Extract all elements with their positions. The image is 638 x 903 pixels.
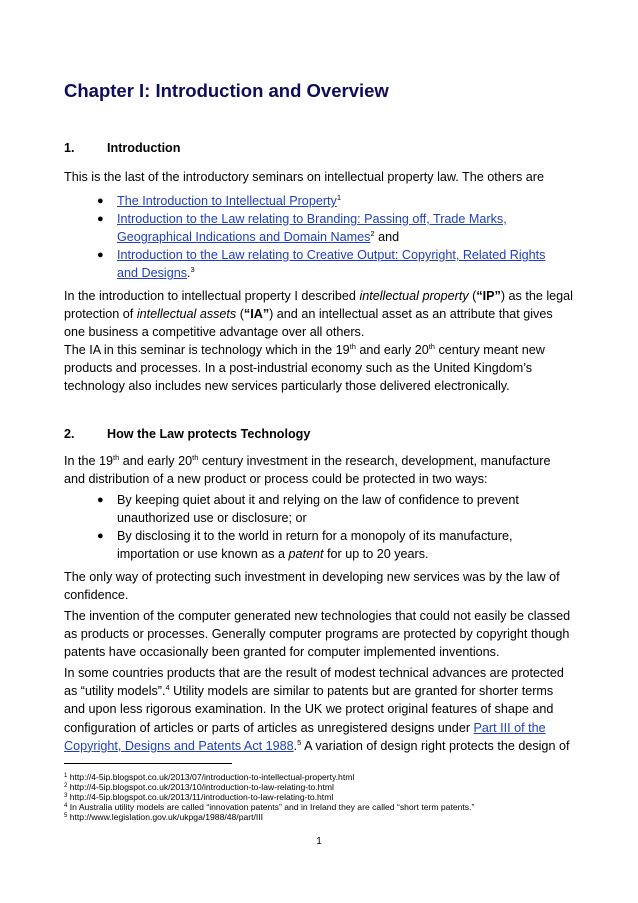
list-item — [97, 246, 567, 282]
paragraph — [64, 287, 574, 342]
text: The IA in this seminar is technology which in the 19 — [64, 343, 350, 357]
section-number: 1. — [64, 141, 75, 155]
link-cdpa-part-iii[interactable]: Part III of the Copyright, Designs and Patents Act 1988 — [64, 720, 546, 753]
footnote-ref: 4 — [165, 683, 170, 693]
list-item-text: By disclosing it to the world in return for a monopoly of its manufacture, importation or use known as a — [117, 529, 513, 562]
bullet-icon: ● — [97, 249, 104, 261]
text: In the introduction to intellectual property I described — [64, 289, 360, 303]
footnote — [64, 772, 584, 782]
emphasis: patent — [288, 547, 324, 562]
bullet-icon: ● — [97, 195, 104, 207]
footnote — [64, 812, 584, 822]
section-title: How the Law protects Technology — [107, 427, 311, 441]
section-title: Introduction — [107, 141, 181, 155]
list-item-text: . — [187, 266, 191, 281]
text: century investment in the research, development, manufacture and distribution of a new product or process could be protected in two ways: — [64, 454, 551, 487]
footnote — [64, 802, 584, 812]
footnote-ref: 2 — [370, 229, 375, 239]
list-item — [97, 192, 567, 210]
footnote-number: 1 — [64, 773, 68, 779]
footnote-text: In Australia utility models are called “innovation patents” and in Ireland they are called “short term patents.” — [69, 802, 475, 812]
list-item-text: By keeping quiet about it and relying on the law of confidence to prevent unauthorized use or disclosure; or — [117, 493, 519, 526]
bullet-icon: ● — [97, 494, 104, 506]
footnote-text: http://4-5ip.blogspot.co.uk/2013/10/introduction-to-law-relating-to.html — [69, 782, 334, 792]
bold-term: “IA” — [243, 307, 270, 322]
section-number: 2. — [64, 427, 75, 441]
footnote-text: http://4-5ip.blogspot.co.uk/2013/07/introduction-to-intellectual-property.html — [69, 772, 355, 782]
text: ) and an intellectual asset as an attribute that gives one business a competitive advantage over all others. — [64, 307, 553, 340]
text: . — [293, 738, 298, 753]
bullet-icon: ● — [97, 213, 104, 225]
text: and early 20 — [119, 454, 193, 468]
link-intro-ip[interactable]: The Introduction to Intellectual Property — [117, 194, 337, 208]
text: and early 20 — [355, 343, 429, 357]
superscript: th — [113, 453, 120, 462]
list-item-text: for up to 20 years. — [323, 547, 429, 562]
text: In the 19 — [64, 454, 114, 468]
bold-term: “IP” — [476, 289, 501, 303]
footnote-text: http://www.legislation.gov.uk/ukpga/1988/48/part/III — [69, 812, 264, 822]
footnote-ref: 1 — [336, 193, 341, 202]
footnote-number: 5 — [64, 813, 68, 819]
link-creative-output[interactable]: Introduction to the Law relating to Creative Output: Copyright, Related Rights and Designs — [117, 248, 546, 281]
paragraph: This is the last of the introductory seminars on intellectual property law. The others are — [64, 170, 544, 184]
text: A variation of design right protects the design of — [301, 738, 570, 753]
footnote-ref: 3 — [190, 265, 195, 275]
chapter-title: Chapter I: Introduction and Overview — [64, 80, 389, 101]
text: ) as the legal protection of — [64, 289, 573, 322]
footnote-divider — [64, 763, 232, 764]
paragraph: The only way of protecting such investment in developing new services was by the law of confidence. — [64, 570, 560, 603]
link-branding[interactable]: Introduction to the Law relating to Branding: Passing off, Trade Marks, Geographical Indications and Domain Names — [117, 212, 507, 245]
list-item — [97, 527, 567, 563]
text: century meant new products and processes. In a post-industrial economy such as the United Kingdom’s technology also includes new services particularly those delivered electronically. — [64, 343, 545, 394]
section-1-heading — [64, 141, 180, 155]
footnote-ref: 5 — [297, 737, 302, 747]
footnote — [64, 782, 584, 792]
section-2-heading — [64, 427, 310, 441]
emphasis: intellectual assets — [136, 307, 237, 322]
paragraph — [64, 341, 574, 396]
paragraph: The invention of the computer generated new technologies that could not easily be classed as products or processes. Generally computer programs are protected by copyright though patents have occasionally been granted for computer implemented inventions. — [64, 609, 571, 660]
page-number: 1 — [316, 836, 322, 847]
text: Utility models are similar to patents but are granted for shorter terms and upon less rigorous examination. In the UK we protect original features of shape and configuration of articles or parts of articles as unregistered designs under — [64, 684, 554, 735]
superscript: th — [428, 342, 435, 351]
emphasis: intellectual property — [359, 289, 469, 303]
text: ( — [236, 307, 244, 322]
footnote-number: 3 — [64, 793, 68, 799]
superscript: th — [192, 453, 199, 462]
paragraph — [64, 664, 574, 755]
footnote-text: http://4-5ip.blogspot.co.uk/2013/11/introduction-to-law-relating-to.html — [69, 792, 334, 802]
footnote-number: 2 — [64, 783, 68, 789]
list-item — [97, 491, 567, 527]
footnote-number: 4 — [64, 803, 68, 809]
text: ( — [468, 289, 477, 303]
paragraph — [64, 452, 574, 488]
text: In some countries products that are the result of modest technical advances are protected as “utility models”. — [64, 666, 564, 699]
list-item — [97, 210, 567, 246]
list-item-text: and — [374, 230, 400, 245]
superscript: th — [349, 342, 356, 351]
bullet-icon: ● — [97, 530, 104, 542]
footnote — [64, 792, 584, 802]
